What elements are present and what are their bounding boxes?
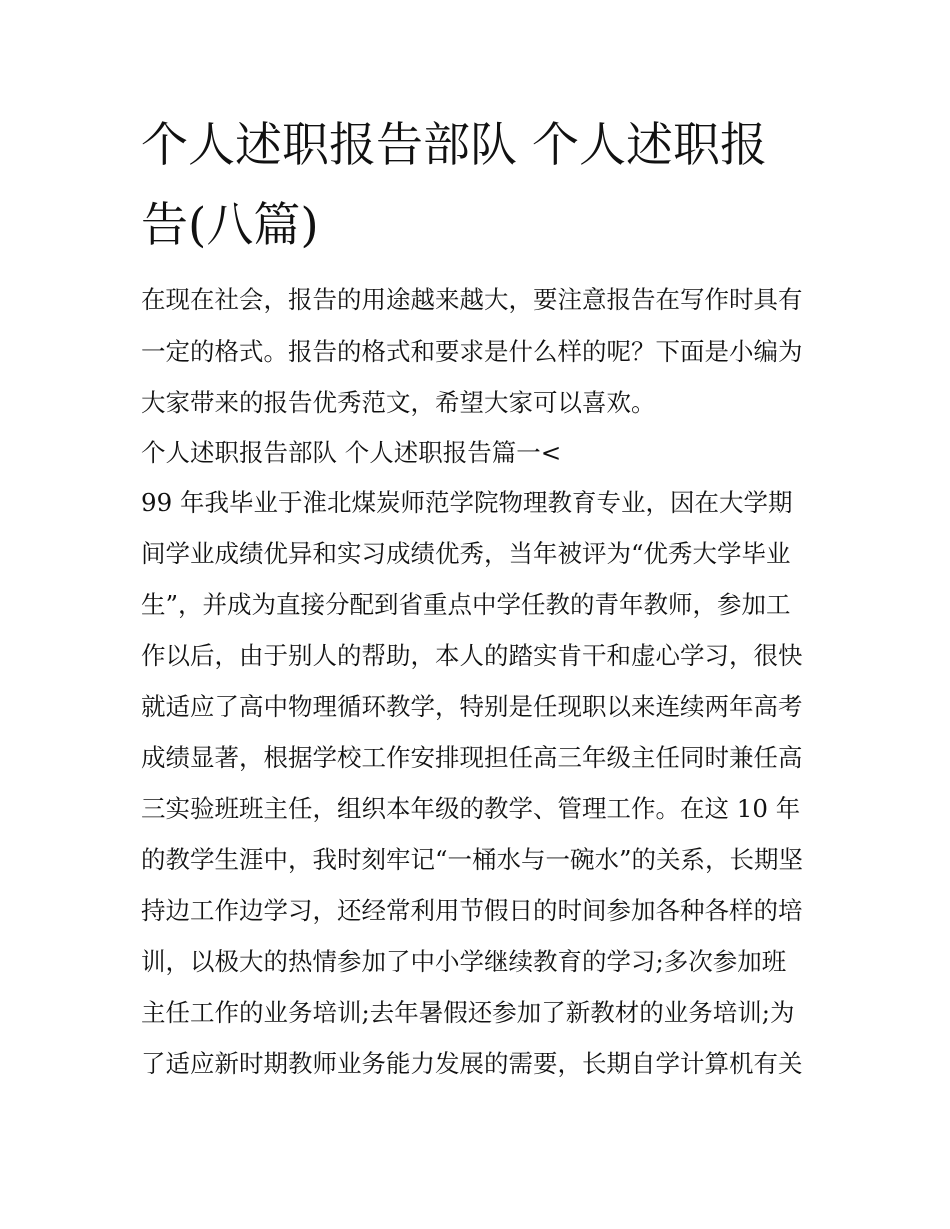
body-line-4: 作以后，由于别人的帮助，本人的踏实肯干和虚心学习，很快: [141, 641, 803, 670]
body-line-1: 99 年我毕业于淮北煤炭师范学院物理教育专业，因在大学期: [141, 488, 793, 517]
section-heading: 个人述职报告部队 个人述职报告篇一<: [141, 438, 562, 467]
body-line-9: 持边工作边学习，还经常利用节假日的时间参加各种各样的培: [141, 896, 803, 925]
document-title-line-1: 个人述职报告部队 个人述职报: [141, 118, 767, 173]
intro-line-2: 一定的格式。报告的格式和要求是什么样的呢？下面是小编为: [141, 337, 803, 366]
body-line-2: 间学业成绩优异和实习成绩优秀，当年被评为“优秀大学毕业: [141, 539, 791, 568]
body-line-7: 三实验班班主任，组织本年级的教学、管理工作。在这 10 年: [141, 794, 801, 823]
body-line-10: 训，以极大的热情参加了中小学继续教育的学习;多次参加班: [141, 947, 787, 976]
body-line-11: 主任工作的业务培训;去年暑假还参加了新教材的业务培训;为: [141, 998, 795, 1027]
body-line-3: 生”，并成为直接分配到省重点中学任教的青年教师，参加工: [141, 590, 791, 619]
document-title-line-2: 告(八篇): [141, 198, 319, 253]
intro-line-1: 在现在社会，报告的用途越来越大，要注意报告在写作时具有: [141, 285, 803, 314]
body-line-6: 成绩显著，根据学校工作安排现担任高三年级主任同时兼任高: [141, 743, 803, 772]
body-line-8: 的教学生涯中，我时刻牢记“一桶水与一碗水”的关系，长期坚: [141, 845, 804, 874]
body-line-12: 了适应新时期教师业务能力发展的需要，长期自学计算机有关: [141, 1049, 803, 1078]
body-line-5: 就适应了高中物理循环教学，特别是任现职以来连续两年高考: [141, 692, 803, 721]
intro-line-3: 大家带来的报告优秀范文，希望大家可以喜欢。: [141, 388, 656, 417]
